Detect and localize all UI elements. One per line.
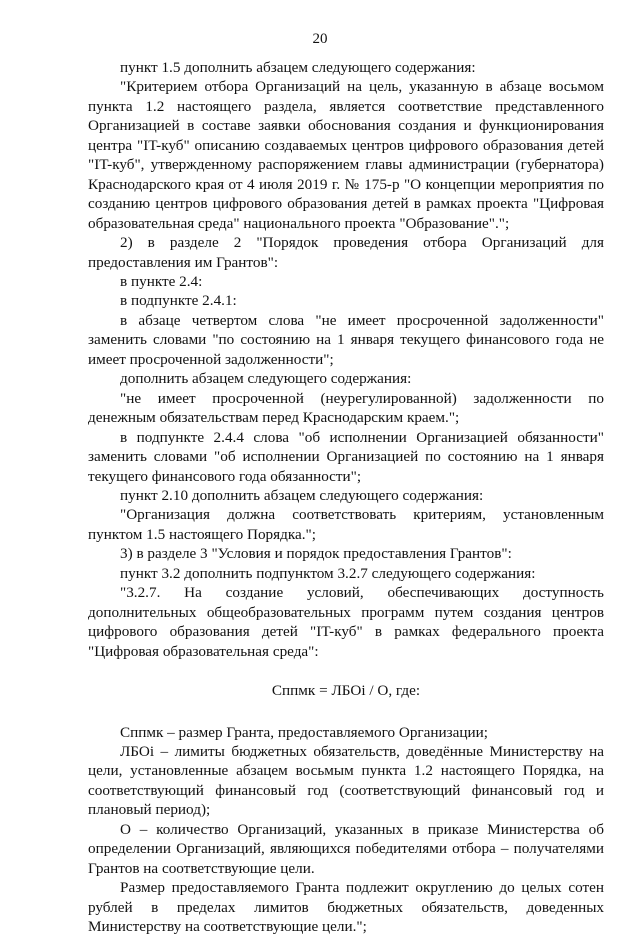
paragraph: в подпункте 2.4.4 слова "об исполнении Организацией обязанности" заменить словами "об исполнении Организацией по состоянию на 1 января текущего финансового года обязанности"; (88, 428, 604, 485)
definition: ЛБОi – лимиты бюджетных обязательств, доведённые Министерству на цели, установленные абзацем восьмым пункта 1.2 настоящего Порядка, на соответствующий финансовый год (соответствующий финансовый год и плановый период); (88, 742, 604, 819)
paragraph: пункт 1.5 дополнить абзацем следующего содержания: (120, 59, 476, 76)
paragraph: в пункте 2.4: (120, 272, 203, 290)
document-body (88, 58, 604, 936)
formula: Сппмк = ЛБОi / О, где: (271, 682, 421, 700)
paragraph: пункт 2.10 дополнить абзацем следующего содержания: (120, 486, 484, 504)
paragraph: Размер предоставляемого Гранта подлежит округлению до целых сотен рублей в пределах лимитов бюджетных обязательств, доведенных Министерству на соответствующие цели."; (88, 879, 604, 936)
paragraph: в подпункте 2.4.1: (120, 292, 237, 310)
paragraph: пункт 3.2 дополнить подпунктом 3.2.7 следующего содержания: (120, 564, 536, 582)
definition: Сппмк – размер Гранта, предоставляемого Организации; (120, 723, 488, 741)
paragraph: "Организация должна соответствовать критериям, установленным пунктом 1.5 настоящего Порядка."; (88, 506, 604, 543)
paragraph: дополнить абзацем следующего содержания: (120, 370, 412, 388)
page-number: 20 (312, 31, 328, 47)
paragraph: "не имеет просроченной (неурегулированной) задолженности по денежным обязательствам перед Краснодарским краем."; (88, 389, 604, 427)
paragraph: "3.2.7. На создание условий, обеспечивающих доступность дополнительных общеобразовательных программ путем создания центров цифрового образования детей "IT-куб" в рамках федерального проекта "Цифровая образовательная среда": (88, 584, 604, 660)
paragraph: "Критерием отбора Организаций на цель, указанную в абзаце восьмом пункта 1.2 настоящего раздела, является соответствие представленного Организацией в составе заявки обоснования создания и функционирования центра "IT-куб" описанию создаваемых центров цифрового образования детей "IT-куб", утвержденному распоряжением главы администрации (губернатора) Краснодарского края от 4 июля 2019 г. № 175-р "О концепции мероприятия по созданию центров цифрового образования детей в рамках проекта "Цифровая образовательная среда" национального проекта "Образование"."; (88, 78, 604, 232)
definition: О – количество Организаций, указанных в приказе Министерства об определении Организаций, являющихся победителями отбора – получателями Грантов на соответствующие цели. (88, 820, 604, 877)
paragraph: в абзаце четвертом слова "не имеет просроченной задолженности" заменить словами "по состоянию на 1 января текущего финансового года не имеет просроченной задолженности"; (88, 311, 604, 368)
paragraph: 2) в разделе 2 "Порядок проведения отбора Организаций для предоставления им Грантов": (88, 234, 604, 271)
paragraph: 3) в разделе 3 "Условия и порядок предоставления Грантов": (120, 545, 512, 563)
